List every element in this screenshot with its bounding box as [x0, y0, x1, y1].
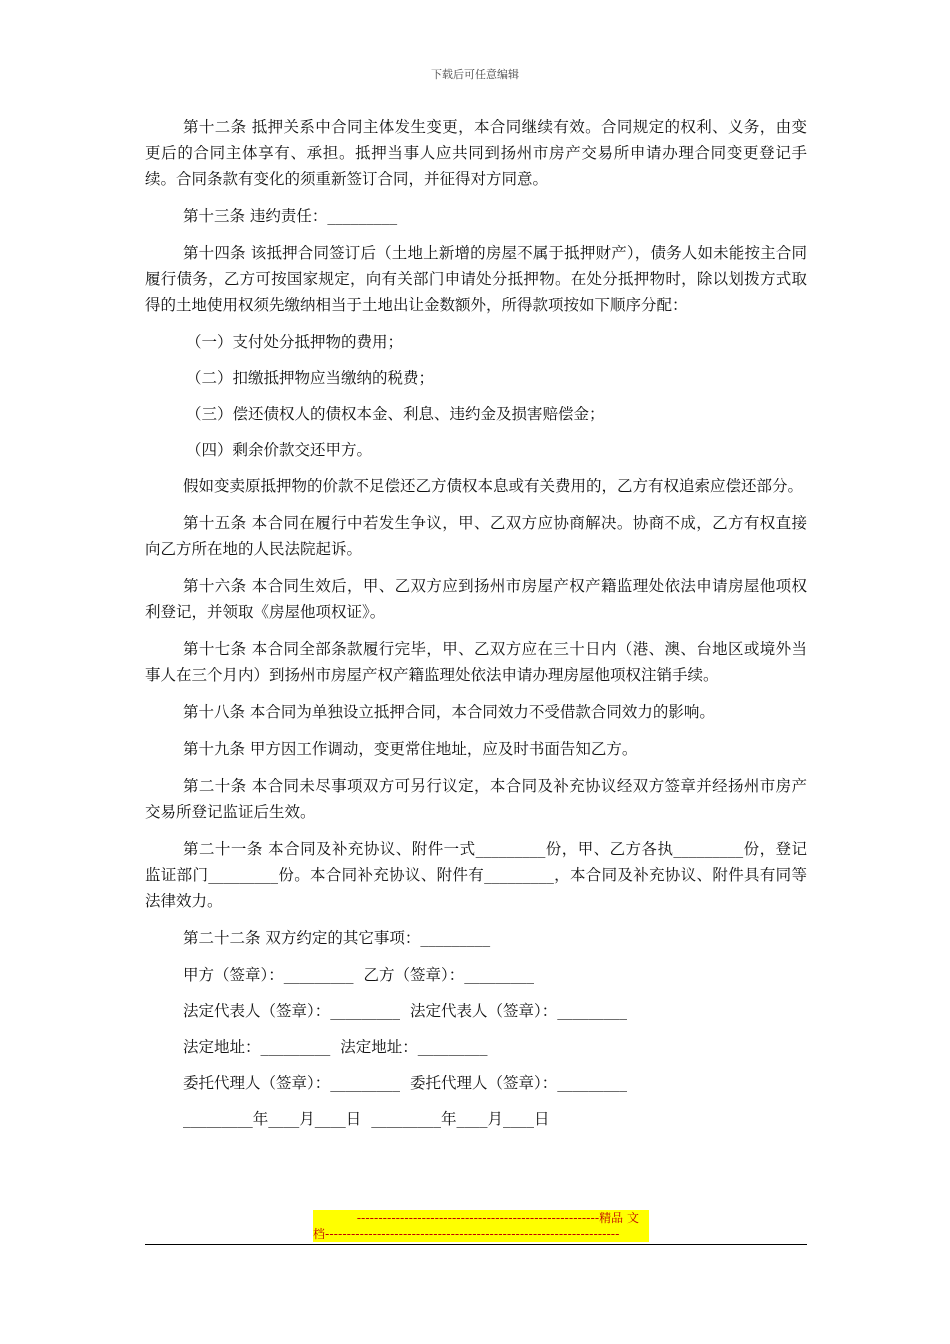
footer-rule: [145, 1244, 807, 1245]
date-b: _________年____月____日: [371, 1110, 550, 1128]
article-17: 第十七条 本合同全部条款履行完毕，甲、乙双方应在三十日内（港、澳、台地区或境外当事人在三个月内）到扬州市房屋产权产籍监理处依法申请办理房屋他项权注销手续。: [145, 640, 807, 684]
page-header: 下载后可任意编辑: [431, 68, 519, 81]
signature-row-legal-rep: [145, 998, 807, 1024]
date-a: _________年____月____日: [183, 1110, 362, 1128]
distribution-item-2: （二）扣缴抵押物应当缴纳的税费；: [186, 369, 435, 387]
signature-row-party: [145, 962, 807, 988]
article-21: 第二十一条 本合同及补充协议、附件一式_________份，甲、乙方各执_________份，登记监证部门_________份。本合同补充协议、附件有_________，本合同及补充协议、附件具有同等法律效力。: [145, 840, 807, 910]
article-16: 第十六条 本合同生效后，甲、乙双方应到扬州市房屋产权产籍监理处依法申请房屋他项权利登记，并领取《房屋他项权证》。: [145, 577, 807, 621]
article-20: 第二十条 本合同未尽事项双方可另行议定，本合同及补充协议经双方签章并经扬州市房产交易所登记监证后生效。: [145, 777, 807, 821]
footer-line-2: 档--------------------------------------------------------------------: [313, 1227, 620, 1241]
distribution-item-3: （三）偿还债权人的债权本金、利息、违约金及损害赔偿金；: [186, 405, 605, 423]
distribution-item-1: （一）支付处分抵押物的费用；: [186, 333, 404, 351]
article-12: 第十二条 抵押关系中合同主体发生变更，本合同继续有效。合同规定的权利、义务，由变更后的合同主体享有、承担。抵押当事人应共同到扬州市房产交易所申请办理合同变更登记手续。合同条款有变化的须重新签订合同，并征得对方同意。: [145, 118, 807, 188]
address-b: 法定地址：_________: [340, 1038, 488, 1056]
address-a: 法定地址：_________: [183, 1038, 331, 1056]
article-15: 第十五条 本合同在履行中若发生争议，甲、乙双方应协商解决。协商不成，乙方有权直接向乙方所在地的人民法院起诉。: [145, 514, 807, 558]
signature-row-address: [145, 1034, 807, 1060]
article-22: 第二十二条 双方约定的其它事项：_________: [183, 929, 491, 947]
footer-watermark-band: [313, 1210, 649, 1242]
agent-b-signature: 委托代理人（签章）：_________: [410, 1074, 628, 1092]
signature-row-agent: [145, 1070, 807, 1096]
legal-rep-b-signature: 法定代表人（签章）：_________: [410, 1002, 628, 1020]
signature-row-date: [145, 1106, 807, 1132]
agent-a-signature: 委托代理人（签章）：_________: [183, 1074, 401, 1092]
footer-line-1: --------------------------------------------------------精品 文: [356, 1211, 639, 1225]
article-14: 第十四条 该抵押合同签订后（土地上新增的房屋不属于抵押财产），债务人如未能按主合同履行债务，乙方可按国家规定，向有关部门申请处分抵押物。在处分抵押物时，除以划拨方式取得的土地使用权须先缴纳相当于土地出让金数额外，所得款项按如下顺序分配：: [145, 244, 807, 314]
distribution-item-4: （四）剩余价款交还甲方。: [186, 441, 373, 459]
party-a-signature: 甲方（签章）：_________: [183, 966, 354, 984]
party-b-signature: 乙方（签章）：_________: [363, 966, 535, 984]
article-19: 第十九条 甲方因工作调动，变更常住地址，应及时书面告知乙方。: [183, 740, 638, 758]
contract-body: [145, 114, 807, 1142]
shortfall-clause: 假如变卖原抵押物的价款不足偿还乙方债权本息或有关费用的，乙方有权追索应偿还部分。: [183, 477, 804, 495]
article-18: 第十八条 本合同为单独设立抵押合同，本合同效力不受借款合同效力的影响。: [183, 703, 715, 721]
legal-rep-a-signature: 法定代表人（签章）：_________: [183, 1002, 401, 1020]
article-13: 第十三条 违约责任：_________: [183, 207, 398, 225]
